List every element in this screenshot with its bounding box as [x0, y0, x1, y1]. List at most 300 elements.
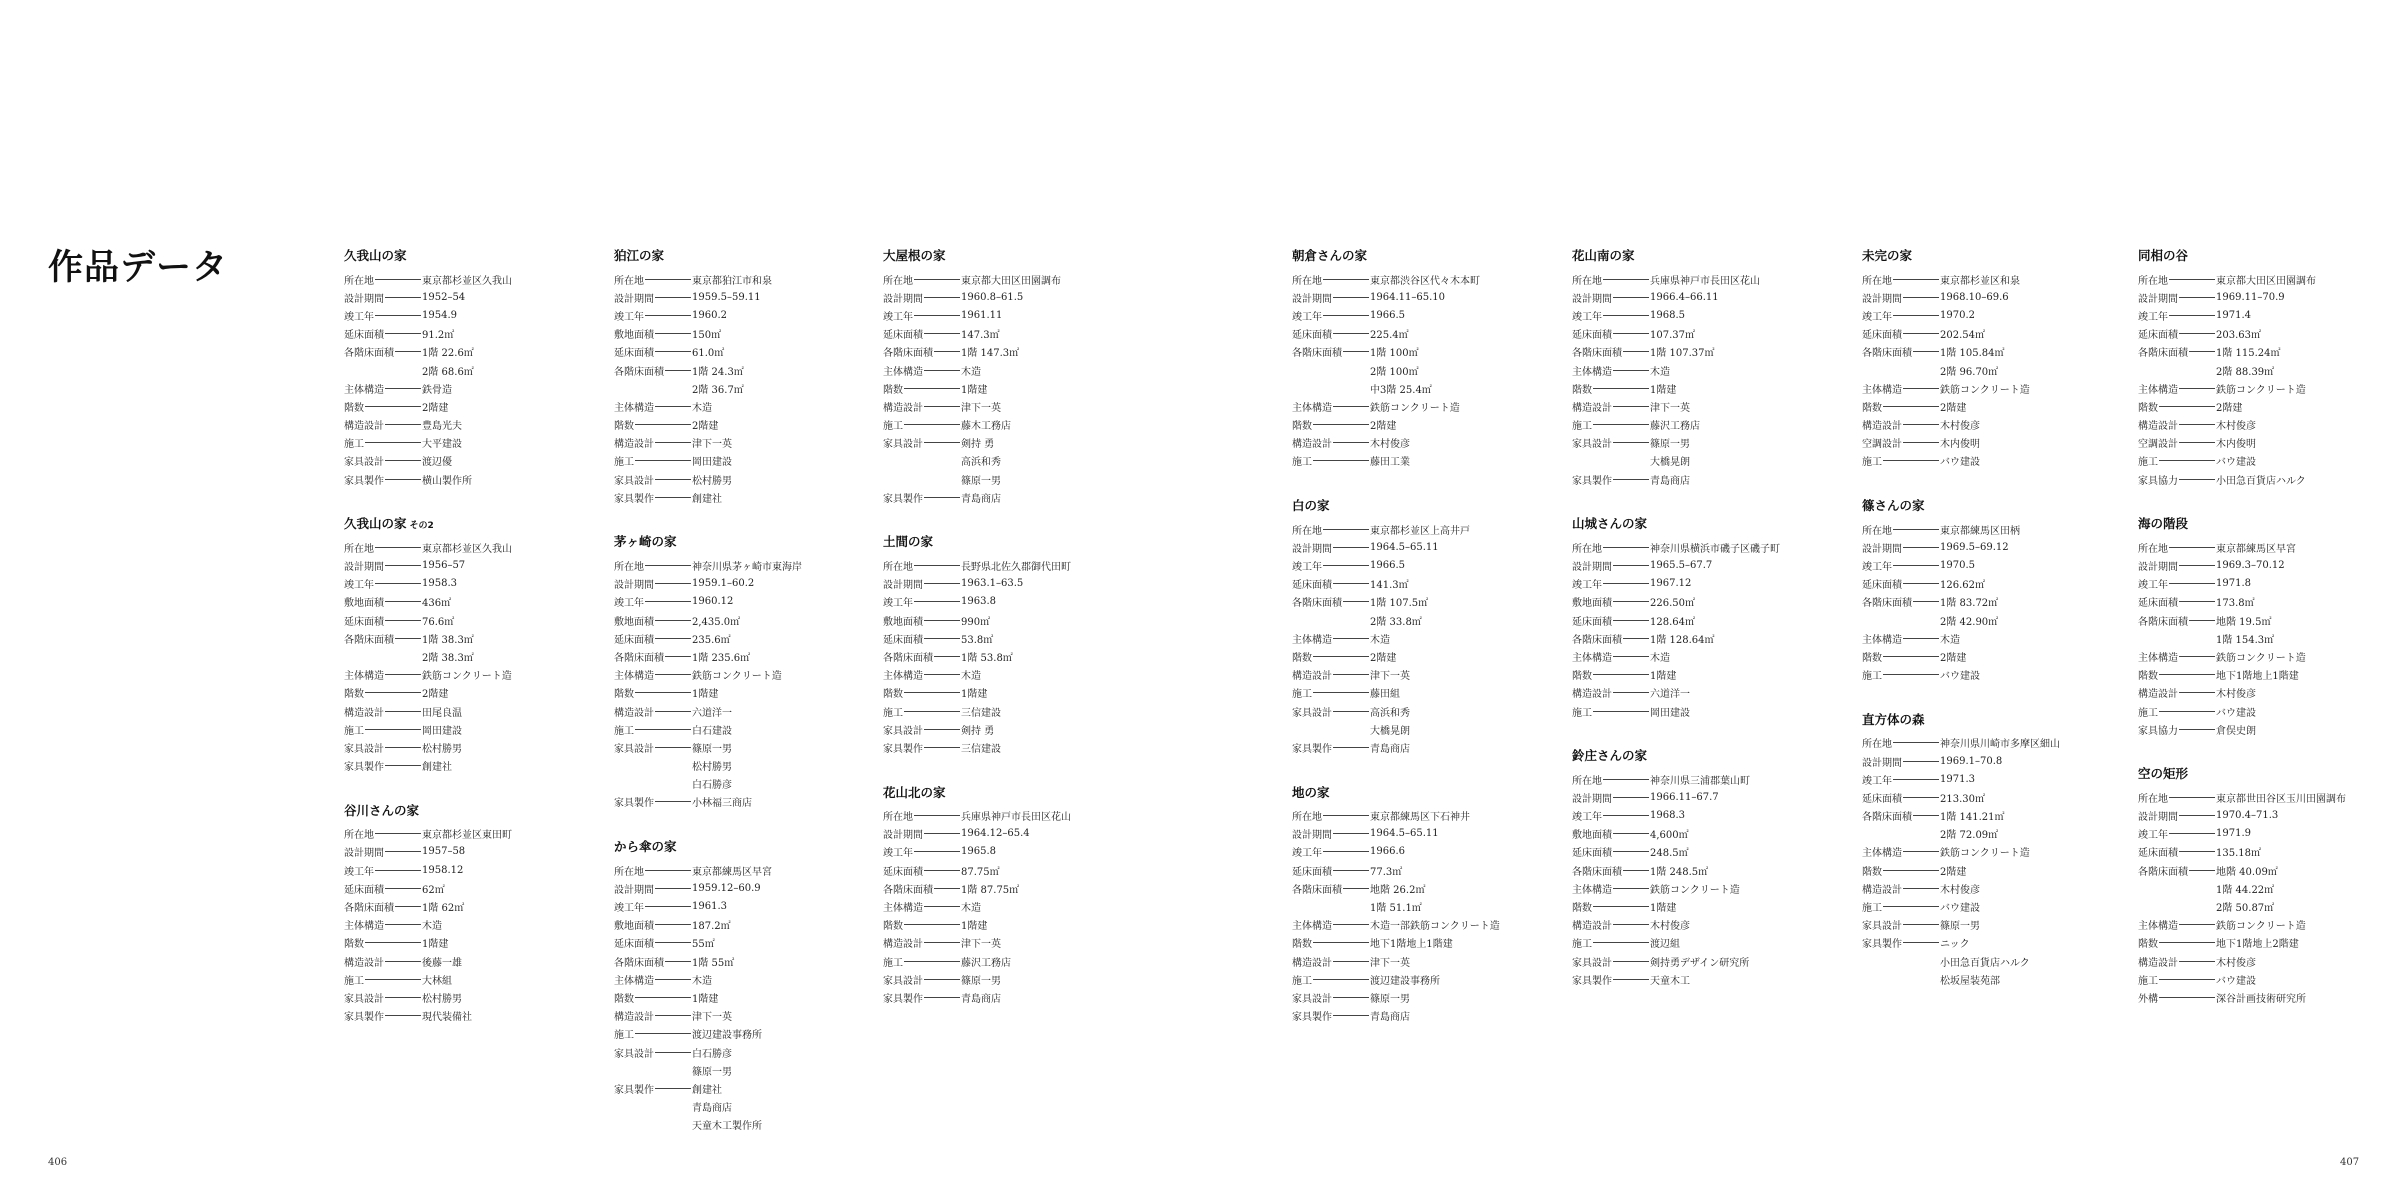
- data-row-label: 設計期間: [883, 293, 923, 305]
- data-row: [1862, 611, 2102, 629]
- leader-line: [924, 997, 960, 998]
- data-row-value: 木造: [961, 671, 981, 683]
- data-row: [883, 666, 1123, 684]
- project-title: [1572, 246, 1812, 265]
- data-row-label: 階数: [1862, 652, 1882, 664]
- data-row-label: 設計期間: [2138, 812, 2178, 824]
- data-row: [1292, 611, 1532, 629]
- data-row: [344, 757, 584, 775]
- leader-line: [1313, 460, 1369, 461]
- data-row-value: 1968.3: [1650, 810, 1685, 822]
- data-row-label: 主体構造: [1572, 366, 1612, 378]
- data-row-label: 竣工年: [344, 866, 374, 878]
- data-row-label: 竣工年: [614, 311, 644, 323]
- data-row-value: 藤沢工務店: [1650, 421, 1700, 433]
- data-row-value: 1階建: [1650, 903, 1677, 915]
- data-row-value: 大橋晃朗: [1370, 725, 1410, 737]
- project-entry: [1292, 246, 1532, 470]
- leader-line: [1613, 692, 1649, 693]
- data-row: [883, 611, 1123, 629]
- data-row: [344, 397, 584, 415]
- data-row: [344, 988, 584, 1006]
- project-title: [344, 801, 584, 820]
- data-row: [1292, 934, 1532, 952]
- leader-line: [924, 747, 960, 748]
- leader-line: [2169, 833, 2215, 834]
- data-row-label: 延床面積: [1292, 330, 1332, 342]
- leader-line: [1593, 711, 1649, 712]
- data-row: [1572, 702, 1812, 720]
- data-row: [883, 720, 1123, 738]
- data-row-value: 中3階 25.4㎡: [1370, 384, 1432, 396]
- data-row-label: 主体構造: [2138, 652, 2178, 664]
- data-row: [1292, 434, 1532, 452]
- project-title: [883, 246, 1123, 265]
- data-row-value: 1966.6: [1370, 846, 1405, 858]
- data-row: [1862, 934, 2102, 952]
- leader-line: [645, 870, 691, 871]
- leader-line: [395, 638, 421, 639]
- data-row: [2138, 988, 2378, 1006]
- leader-line: [385, 1015, 421, 1016]
- data-row: [2138, 825, 2378, 843]
- leader-line: [1603, 547, 1649, 548]
- data-row-value: 1階 147.3㎡: [961, 348, 1020, 360]
- data-row-value: 2階建: [1940, 866, 1967, 878]
- data-row: [1862, 666, 2102, 684]
- data-row-label: 階数: [2138, 671, 2158, 683]
- data-row-value: 篠原一男: [961, 975, 1001, 987]
- data-row-value: 小田急百貨店ハルク: [1940, 957, 2030, 969]
- project-title-text: 花山南の家: [1572, 248, 1635, 263]
- data-row: [1862, 752, 2102, 770]
- data-row-value: 1961.3: [692, 901, 727, 913]
- data-row-label: 階数: [1572, 903, 1592, 915]
- project-entry: [1292, 496, 1532, 756]
- data-row-value: 1階 154.3㎡: [2216, 634, 2275, 646]
- data-row-value: 東京都練馬区早宮: [2216, 543, 2296, 555]
- data-row: [1292, 538, 1532, 556]
- data-row-value: 135.18㎡: [2216, 848, 2261, 860]
- data-row-value: 田尾良温: [422, 707, 462, 719]
- data-row-value: 松村勝男: [422, 993, 462, 1005]
- data-row-label: 家具設計: [1572, 957, 1612, 969]
- data-row-label: 設計期間: [344, 848, 384, 860]
- data-row-value: 創建社: [692, 1084, 722, 1096]
- project-title-text: 朝倉さんの家: [1292, 248, 1368, 263]
- data-row-value: 木造: [1650, 652, 1670, 664]
- leader-line: [934, 351, 960, 352]
- data-row-value: 2階 36.7㎡: [692, 384, 744, 396]
- data-row: [614, 934, 854, 952]
- leader-line: [924, 620, 960, 621]
- leader-line: [1313, 424, 1369, 425]
- leader-line: [2179, 442, 2215, 443]
- data-row-label: 階数: [614, 993, 634, 1005]
- data-row: [344, 452, 584, 470]
- data-row-label: 家具設計: [614, 475, 654, 487]
- data-row-label: 設計期間: [614, 884, 654, 896]
- data-row: [1292, 647, 1532, 665]
- data-row-label: 敷地面積: [344, 598, 384, 610]
- leader-line: [1593, 942, 1649, 943]
- data-row: [344, 879, 584, 897]
- data-row: [1862, 952, 2102, 970]
- project-entry: [1292, 783, 1532, 1025]
- data-row-label: 主体構造: [1862, 384, 1902, 396]
- leader-line: [385, 620, 421, 621]
- data-row-value: 2階建: [1370, 652, 1397, 664]
- data-row-value: 202.54㎡: [1940, 330, 1985, 342]
- data-row-value: 1階 53.8㎡: [961, 652, 1013, 664]
- project-title-text: 篠さんの家: [1862, 498, 1925, 514]
- leader-line: [924, 406, 960, 407]
- data-row-label: 主体構造: [614, 402, 654, 414]
- data-row: [614, 757, 854, 775]
- data-row-value: 55㎡: [692, 939, 715, 951]
- data-row-value: 2階 50.87㎡: [2216, 903, 2275, 915]
- data-row: [614, 861, 854, 879]
- data-row: [1292, 807, 1532, 825]
- data-row-label: 各階床面積: [614, 652, 664, 664]
- data-row-value: 木造: [1650, 366, 1670, 378]
- leader-line: [904, 424, 960, 425]
- data-row-value: 現代装備社: [422, 1012, 472, 1024]
- leader-line: [904, 924, 960, 925]
- data-row: [2138, 306, 2378, 324]
- project-entry: [2138, 764, 2378, 1006]
- data-row: [2138, 970, 2378, 988]
- data-row: [344, 684, 584, 702]
- leader-line: [2189, 351, 2215, 352]
- data-row-value: 1964.11–65.10: [1370, 291, 1445, 303]
- data-row-label: 延床面積: [2138, 330, 2178, 342]
- data-row-value: 2階建: [422, 689, 449, 701]
- data-row: [1862, 361, 2102, 379]
- data-row-value: 2階 68.6㎡: [422, 366, 474, 378]
- data-row-value: 後藤一雄: [422, 957, 462, 969]
- data-row-value: 2階 72.09㎡: [1940, 830, 1999, 842]
- data-row-label: 構造設計: [1572, 921, 1612, 933]
- data-row-label: 所在地: [614, 562, 644, 574]
- leader-line: [1903, 638, 1939, 639]
- leader-line: [375, 315, 421, 316]
- data-row: [1572, 970, 1812, 988]
- leader-line: [1333, 547, 1369, 548]
- project-entry: [614, 246, 854, 506]
- data-row: [2138, 470, 2378, 488]
- data-row: [1292, 970, 1532, 988]
- data-row-value: 1964.5–65.11: [1370, 828, 1439, 840]
- data-row-label: 各階床面積: [614, 957, 664, 969]
- data-row: [1572, 343, 1812, 361]
- data-row-label: 竣工年: [1572, 311, 1602, 323]
- data-column-3: [883, 246, 1123, 1033]
- data-row-value: 渡辺優: [422, 457, 452, 469]
- leader-line: [2189, 870, 2215, 871]
- data-row-label: 所在地: [883, 562, 913, 574]
- data-row-label: 設計期間: [1572, 562, 1612, 574]
- data-row: [2138, 629, 2378, 647]
- data-row-label: 階数: [344, 689, 364, 701]
- data-row-label: 所在地: [2138, 543, 2168, 555]
- data-row-label: 施工: [1292, 975, 1312, 987]
- data-row: [883, 575, 1123, 593]
- leader-line: [365, 979, 421, 980]
- data-row-value: バウ建設: [1940, 671, 1980, 683]
- leader-line: [1333, 442, 1369, 443]
- data-row-label: 設計期間: [344, 293, 384, 305]
- leader-line: [1593, 674, 1649, 675]
- data-row-value: 2階建: [692, 421, 719, 433]
- data-row-value: 1964.12–65.4: [961, 828, 1030, 840]
- data-row: [614, 879, 854, 897]
- data-row-value: 鉄筋コンクリート造: [2216, 384, 2306, 396]
- data-row-label: 家具製作: [614, 1084, 654, 1096]
- project-entry: [1572, 746, 1812, 988]
- data-row: [883, 843, 1123, 861]
- leader-line: [1613, 979, 1649, 980]
- data-row-value: 東京都杉並区東田町: [422, 830, 512, 842]
- leader-line: [1913, 601, 1939, 602]
- data-row-label: 各階床面積: [1862, 812, 1912, 824]
- data-row: [1292, 288, 1532, 306]
- data-row-label: 家具製作: [344, 762, 384, 774]
- leader-line: [655, 801, 691, 802]
- leader-line: [2179, 656, 2215, 657]
- data-row: [614, 434, 854, 452]
- data-row: [1572, 647, 1812, 665]
- data-row: [2138, 611, 2378, 629]
- data-row: [1862, 629, 2102, 647]
- data-row: [614, 325, 854, 343]
- data-row: [1862, 593, 2102, 611]
- data-row-value: 木村俊彦: [1940, 884, 1980, 896]
- data-row-label: 各階床面積: [344, 634, 394, 646]
- data-row: [1292, 861, 1532, 879]
- leader-line: [924, 870, 960, 871]
- data-row-value: 鉄筋コンクリート造: [1940, 384, 2030, 396]
- leader-line: [2179, 924, 2215, 925]
- data-row-value: 213.30㎡: [1940, 793, 1985, 805]
- leader-line: [1893, 565, 1939, 566]
- leader-line: [655, 674, 691, 675]
- data-row: [883, 452, 1123, 470]
- data-row: [1572, 538, 1812, 556]
- data-row-value: 1階建: [961, 384, 988, 396]
- leader-line: [1593, 906, 1649, 907]
- data-row-label: 主体構造: [2138, 384, 2178, 396]
- data-row: [2138, 452, 2378, 470]
- data-row: [1862, 397, 2102, 415]
- data-row-value: バウ建設: [2216, 975, 2256, 987]
- data-row-label: 構造設計: [614, 1012, 654, 1024]
- data-row: [1862, 734, 2102, 752]
- leader-line: [655, 351, 691, 352]
- data-row-value: 大平建設: [422, 439, 462, 451]
- leader-line: [1603, 279, 1649, 280]
- data-row: [614, 306, 854, 324]
- project-title-text: 白の家: [1292, 498, 1330, 514]
- leader-line: [1883, 674, 1939, 675]
- data-row-value: 2階 38.3㎡: [422, 652, 474, 664]
- data-column-1: [344, 246, 584, 1051]
- leader-line: [924, 906, 960, 907]
- project-title-text: 海の階段: [2138, 516, 2189, 532]
- data-row-value: 77.3㎡: [1370, 866, 1403, 878]
- data-column-7: [2138, 246, 2378, 1033]
- project-title-text: 山城さんの家: [1572, 516, 1648, 532]
- data-row-label: 施工: [1292, 689, 1312, 701]
- data-row-label: 所在地: [344, 275, 374, 287]
- data-row-value: 436㎡: [422, 598, 452, 610]
- data-row-value: 岡田建設: [422, 725, 462, 737]
- data-row-value: 1階 83.72㎡: [1940, 598, 1999, 610]
- data-row-value: 2階 88.39㎡: [2216, 366, 2275, 378]
- data-row-value: 1階 105.84㎡: [1940, 348, 2005, 360]
- leader-line: [1333, 870, 1369, 871]
- project-title-text: 花山北の家: [883, 784, 946, 800]
- leader-line: [1883, 656, 1939, 657]
- data-row-value: 木造: [692, 975, 712, 987]
- data-row-label: 家具設計: [344, 743, 384, 755]
- leader-line: [1613, 297, 1649, 298]
- data-row-value: 白石勝彦: [692, 1048, 732, 1060]
- data-row-value: 津下一英: [961, 402, 1001, 414]
- data-row: [1292, 361, 1532, 379]
- leader-line: [2179, 851, 2215, 852]
- data-row-value: 岡田建設: [692, 457, 732, 469]
- data-row-value: 173.8㎡: [2216, 598, 2255, 610]
- data-row-label: 延床面積: [344, 616, 384, 628]
- data-row: [344, 647, 584, 665]
- data-row-label: 各階床面積: [1572, 634, 1622, 646]
- data-row: [2138, 879, 2378, 897]
- data-row-label: 設計期間: [1292, 830, 1332, 842]
- project-title-text: から傘の家: [614, 839, 677, 855]
- data-row: [1292, 897, 1532, 915]
- data-row-value: 2階建: [1370, 421, 1397, 433]
- data-row: [344, 720, 584, 738]
- data-row-value: 深谷計画技術研究所: [2216, 993, 2306, 1005]
- data-row: [883, 288, 1123, 306]
- data-row: [2138, 647, 2378, 665]
- data-row-label: 階数: [344, 939, 364, 951]
- data-row: [344, 934, 584, 952]
- leader-line: [1903, 547, 1939, 548]
- project-title-text: 茅ヶ崎の家: [614, 534, 677, 550]
- project-title: [614, 837, 854, 856]
- leader-line: [1613, 961, 1649, 962]
- data-row-label: 家具製作: [1572, 475, 1612, 487]
- leader-line: [1883, 870, 1939, 871]
- data-row-value: 1階 235.6㎡: [692, 652, 751, 664]
- leader-line: [914, 315, 960, 316]
- project-entry: [883, 532, 1123, 756]
- data-row-label: 家具製作: [614, 798, 654, 810]
- data-row: [1292, 825, 1532, 843]
- data-row-label: 家具設計: [344, 457, 384, 469]
- data-row-label: 家具設計: [1292, 993, 1332, 1005]
- data-row-label: 構造設計: [883, 939, 923, 951]
- data-row-value: 1967.12: [1650, 578, 1692, 590]
- leader-line: [1623, 870, 1649, 871]
- data-row-value: 創建社: [692, 493, 722, 505]
- data-row: [344, 470, 584, 488]
- data-row-label: 構造設計: [344, 421, 384, 433]
- data-row-label: 竣工年: [1292, 848, 1322, 860]
- data-row-label: 主体構造: [344, 384, 384, 396]
- data-row-label: 竣工年: [2138, 311, 2168, 323]
- leader-line: [2169, 547, 2215, 548]
- data-row: [1572, 379, 1812, 397]
- data-row: [344, 970, 584, 988]
- data-row: [614, 916, 854, 934]
- leader-line: [1883, 406, 1939, 407]
- data-row-label: 所在地: [2138, 275, 2168, 287]
- data-row: [1862, 897, 2102, 915]
- leader-line: [395, 906, 421, 907]
- data-row-label: 延床面積: [614, 348, 654, 360]
- data-row-label: 構造設計: [614, 439, 654, 451]
- data-row-label: 家具設計: [344, 993, 384, 1005]
- leader-line: [1903, 761, 1939, 762]
- leader-line: [1593, 388, 1649, 389]
- data-row-value: 渡辺建設事務所: [1370, 975, 1440, 987]
- data-row: [344, 361, 584, 379]
- data-row-label: 家具設計: [1862, 921, 1902, 933]
- data-row: [2138, 397, 2378, 415]
- leader-line: [655, 497, 691, 498]
- data-row-label: 延床面積: [1572, 330, 1612, 342]
- data-row-value: 1971.8: [2216, 578, 2251, 590]
- leader-line: [2179, 692, 2215, 693]
- data-row: [344, 325, 584, 343]
- data-row: [1862, 306, 2102, 324]
- data-row-label: 設計期間: [614, 293, 654, 305]
- leader-line: [924, 370, 960, 371]
- data-row: [614, 1043, 854, 1061]
- data-row-value: 1956–57: [422, 560, 466, 572]
- data-row-value: 1969.5–69.12: [1940, 541, 2009, 553]
- project-title: [614, 532, 854, 551]
- project-title-text: 大屋根の家: [883, 248, 946, 263]
- data-row: [1862, 556, 2102, 574]
- data-row-value: 2階建: [1940, 402, 1967, 414]
- leader-line: [1613, 601, 1649, 602]
- leader-line: [1903, 851, 1939, 852]
- data-row-value: 東京都練馬区下石神井: [1370, 812, 1470, 824]
- leader-line: [1333, 961, 1369, 962]
- data-row-label: 所在地: [344, 543, 374, 555]
- data-row: [883, 306, 1123, 324]
- data-row-label: 主体構造: [614, 671, 654, 683]
- data-row-value: 神奈川県茅ヶ崎市東海岸: [692, 562, 802, 574]
- data-row: [1292, 720, 1532, 738]
- data-row-value: 1971.4: [2216, 309, 2251, 321]
- leader-line: [655, 747, 691, 748]
- leader-line: [924, 583, 960, 584]
- leader-line: [1603, 815, 1649, 816]
- data-row: [1292, 520, 1532, 538]
- data-row-label: 階数: [1292, 939, 1312, 951]
- leader-line: [1613, 565, 1649, 566]
- data-row-label: 設計期間: [2138, 293, 2178, 305]
- data-row: [1572, 666, 1812, 684]
- data-row: [1862, 970, 2102, 988]
- data-row-value: 1970.5: [1940, 560, 1975, 572]
- data-row: [1862, 825, 2102, 843]
